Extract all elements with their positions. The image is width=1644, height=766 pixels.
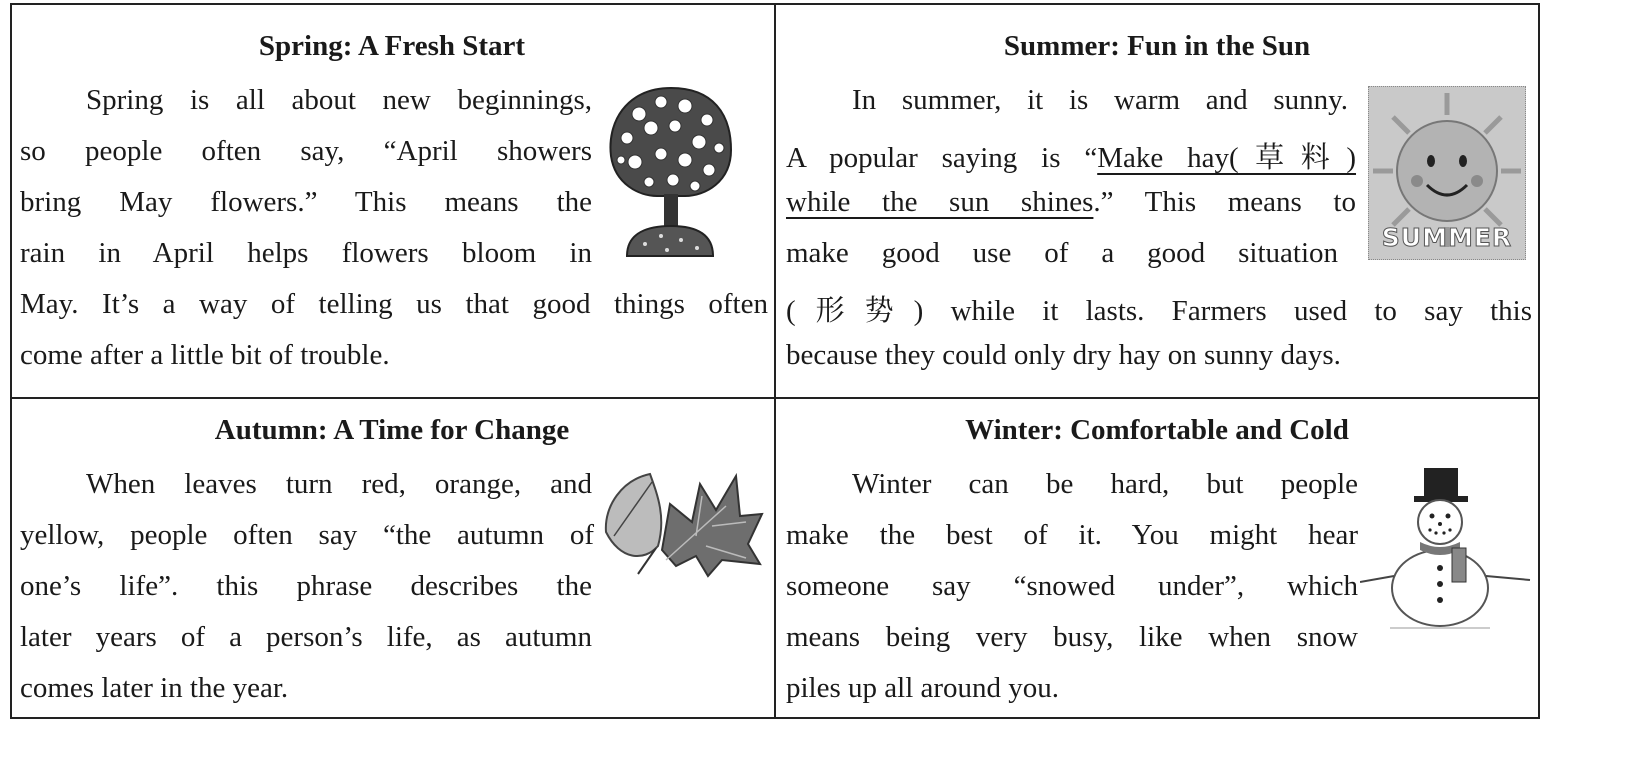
autumn-line: later years of a person’s life, as autumn: [20, 621, 592, 653]
winter-line: Winter can be hard, but people: [852, 468, 1358, 500]
leaves-icon: [596, 466, 766, 582]
spring-line: rain in April helps flowers bloom in: [20, 237, 592, 269]
summer-line: (形势) while it lasts. Farmers used to say this: [786, 295, 1532, 327]
summer-line: because they could only dry hay on sunny days.: [786, 339, 1341, 371]
autumn-line: When leaves turn red, orange, and: [86, 468, 592, 500]
winter-line: make the best of it. You might hear: [786, 519, 1358, 551]
autumn-line: yellow, people often say “the autumn of: [20, 519, 594, 551]
blossom-tree-icon: [605, 84, 737, 262]
underlined-saying: Make hay(草料): [1097, 142, 1357, 174]
underlined-saying: while the sun shines: [786, 186, 1094, 218]
summer-line-text: A popular saying is “: [786, 142, 1098, 174]
spring-line: Spring is all about new beginnings,: [86, 84, 592, 116]
snowman-icon: [1360, 464, 1532, 634]
summer-line: make good use of a good situation: [786, 237, 1338, 269]
summer-line: In summer, it is warm and sunny.: [852, 84, 1348, 116]
summer-line: [786, 135, 1356, 176]
spring-line: come after a little bit of trouble.: [20, 339, 390, 371]
spring-title: Spring: A Fresh Start: [258, 30, 526, 62]
summer-title: Summer: Fun in the Sun: [1003, 30, 1311, 62]
summer-line: [786, 186, 1356, 219]
summer-picture: [1368, 86, 1526, 260]
winter-line: means being very busy, like when snow: [786, 621, 1358, 653]
spring-line: May. It’s a way of telling us that good things often: [20, 288, 768, 320]
autumn-line: one’s life”. this phrase describes the: [20, 570, 592, 602]
winter-title: Winter: Comfortable and Cold: [965, 414, 1349, 446]
spring-line: bring May flowers.” This means the: [20, 186, 592, 218]
autumn-title: Autumn: A Time for Change: [214, 414, 570, 446]
column-divider: [774, 3, 776, 719]
winter-line: someone say “snowed under”, which: [786, 570, 1358, 602]
summer-line-text: .” This means to: [1093, 186, 1356, 218]
row-divider: [10, 397, 1540, 399]
autumn-line: comes later in the year.: [20, 672, 289, 704]
summer-badge: SUMMER: [1381, 223, 1513, 252]
winter-line: piles up all around you.: [786, 672, 1060, 704]
spring-line: so people often say, “April showers: [20, 135, 592, 167]
